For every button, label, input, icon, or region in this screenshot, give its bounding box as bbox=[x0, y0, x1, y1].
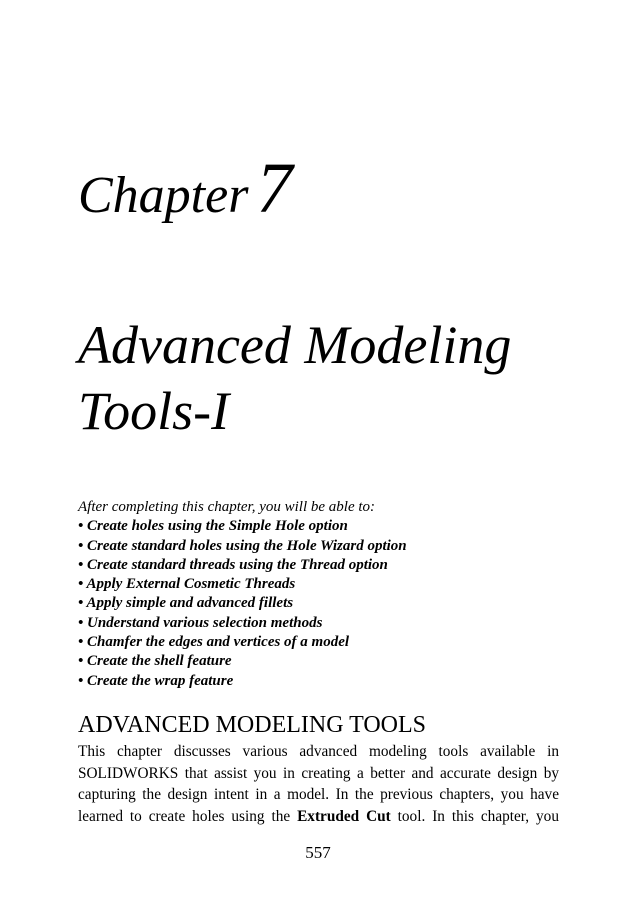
page-number: 557 bbox=[305, 843, 331, 862]
paragraph-line-1: This chapter discusses various advanced modeling tools available in bbox=[78, 743, 559, 760]
chapter-number: 7 bbox=[256, 148, 293, 228]
paragraph-line-4-start: learned to create holes using the bbox=[78, 807, 298, 825]
objective-item: • Create the wrap feature bbox=[78, 672, 234, 689]
extruded-cut-term: Extruded Cut bbox=[297, 807, 391, 825]
paragraph-line-2: SOLIDWORKS that assist you in creating a better and accurate design by bbox=[78, 764, 559, 782]
section-heading: ADVANCED MODELING TOOLS bbox=[78, 712, 427, 738]
chapter-heading bbox=[78, 148, 293, 228]
body-paragraph bbox=[78, 741, 559, 827]
chapter-label: Chapter bbox=[78, 167, 249, 224]
objective-item: • Apply simple and advanced fillets bbox=[78, 595, 294, 612]
objective-item: • Create standard threads using the Thread option bbox=[78, 556, 388, 573]
learning-objectives bbox=[78, 498, 578, 691]
objective-item: • Understand various selection methods bbox=[78, 614, 323, 631]
chapter-title bbox=[78, 312, 618, 444]
chapter-title-line-1: Advanced Modeling bbox=[78, 315, 512, 375]
objective-item: • Create the shell feature bbox=[78, 653, 232, 670]
objective-item: • Apply External Cosmetic Threads bbox=[78, 576, 296, 593]
objectives-list bbox=[78, 517, 578, 691]
objective-item: • Chamfer the edges and vertices of a model bbox=[78, 634, 350, 651]
objective-item: • Create holes using the Simple Hole option bbox=[78, 518, 348, 535]
chapter-title-line-2: Tools-I bbox=[78, 381, 230, 441]
objective-item: • Create standard holes using the Hole Wizard option bbox=[78, 537, 407, 554]
paragraph-line-4-end: tool. In this chapter, you bbox=[390, 807, 559, 825]
paragraph-line-3: capturing the design intent in a model. In the previous chapters, you have bbox=[78, 786, 559, 803]
objectives-intro: After completing this chapter, you will be able to: bbox=[78, 499, 376, 515]
